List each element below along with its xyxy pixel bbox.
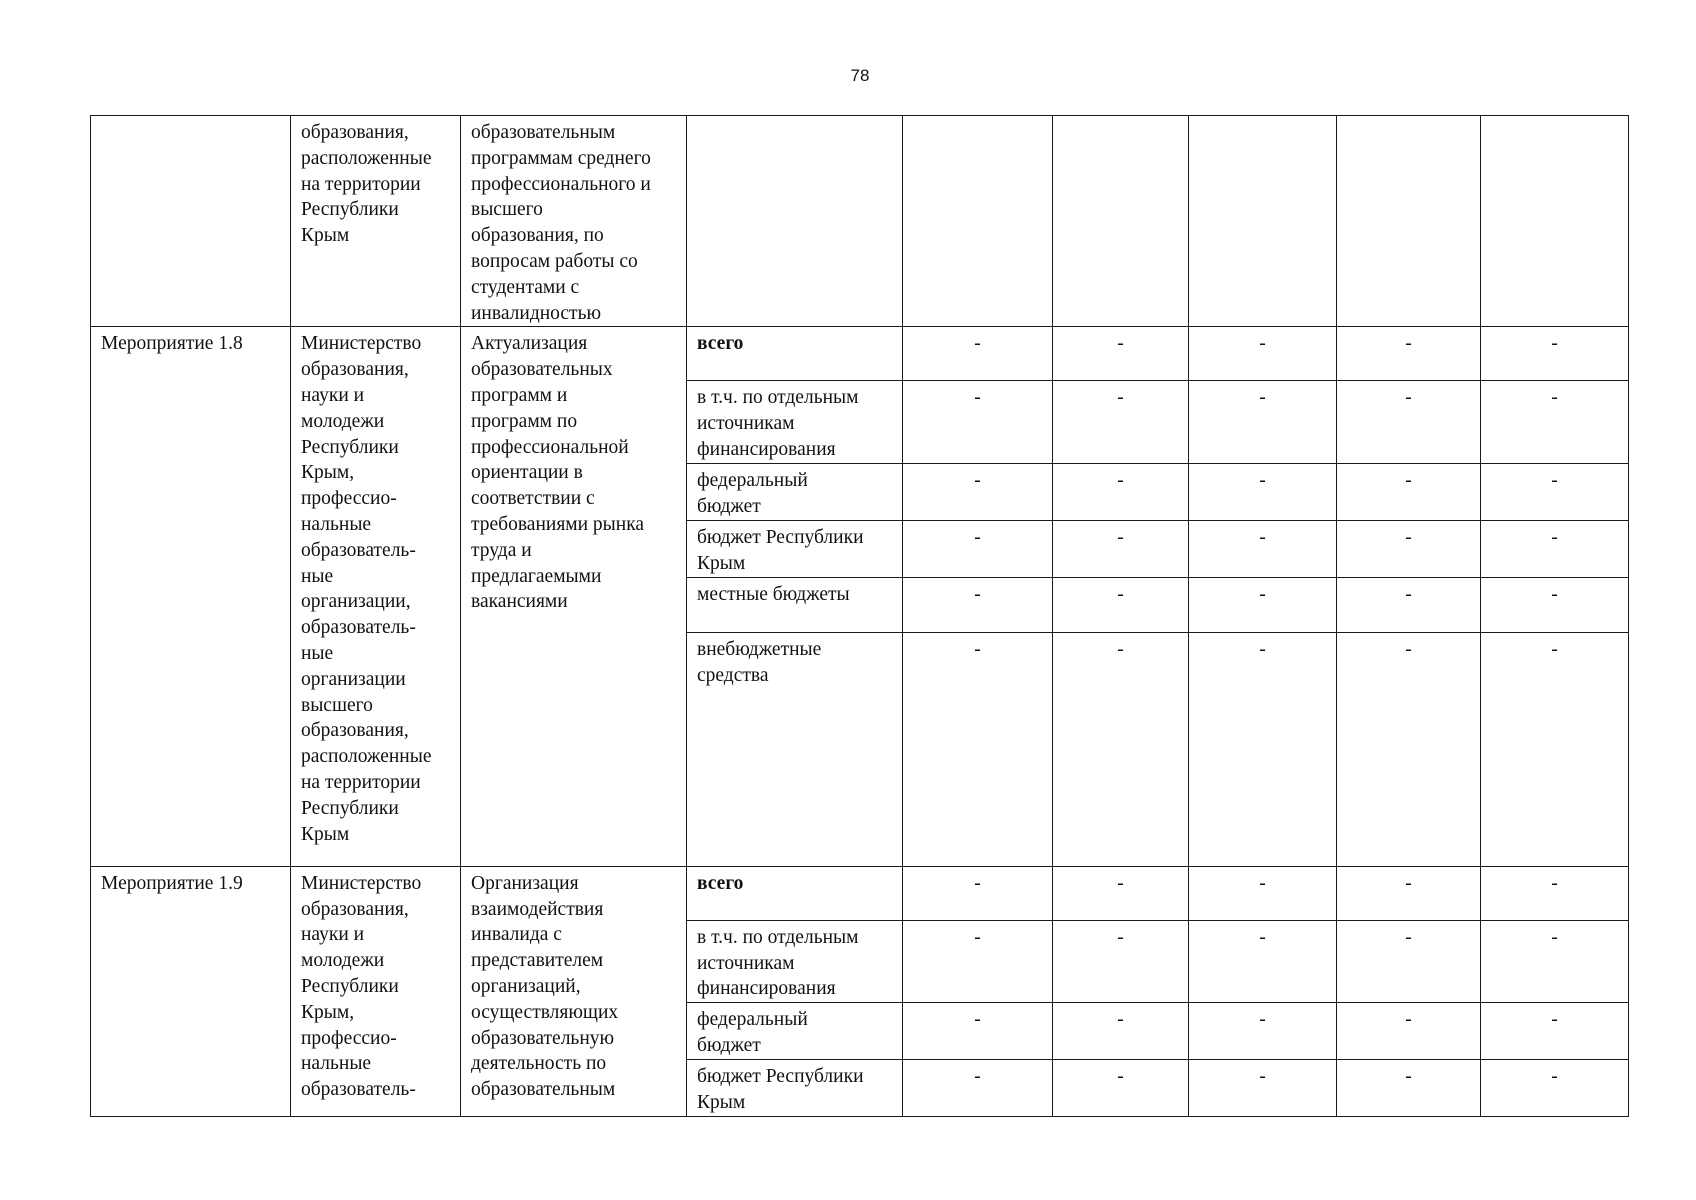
text-line: ориентации в — [471, 462, 583, 484]
value: - — [1259, 638, 1266, 660]
value: - — [974, 333, 981, 355]
source-cell — [687, 463, 903, 520]
value: - — [1405, 1066, 1412, 1088]
value-cell — [1481, 577, 1629, 632]
text-line: образовательную — [471, 1027, 615, 1049]
source-cell — [687, 116, 903, 327]
value: - — [1259, 583, 1266, 605]
value: - — [1259, 872, 1266, 894]
text-line: образования, по — [471, 225, 604, 247]
value-cell — [903, 1060, 1053, 1117]
text-line: местные бюджеты — [697, 583, 850, 605]
table-row — [91, 116, 1629, 327]
executor-cell — [291, 866, 461, 1116]
value-cell — [1481, 463, 1629, 520]
value: - — [1551, 1009, 1558, 1031]
text-line: деятельность по — [471, 1053, 607, 1075]
source-cell — [687, 520, 903, 577]
executor-cell — [291, 116, 461, 327]
value-cell — [1189, 1060, 1337, 1117]
value: - — [1117, 1066, 1124, 1088]
text-line: молодежи — [301, 410, 385, 432]
text-line: программ и — [471, 384, 568, 406]
text-line: финансирования — [697, 438, 836, 460]
text-line: взаимодействия — [471, 898, 604, 920]
value-cell — [1053, 116, 1189, 327]
value-cell — [1337, 463, 1481, 520]
value-cell — [1189, 866, 1337, 920]
text-line: организации, — [301, 591, 411, 613]
text-line: Крым, — [301, 1001, 355, 1023]
value: - — [1405, 872, 1412, 894]
value-cell — [1337, 866, 1481, 920]
value-cell — [1337, 116, 1481, 327]
value: - — [1551, 638, 1558, 660]
value: - — [1259, 333, 1266, 355]
source-cell — [687, 577, 903, 632]
value: - — [1551, 872, 1558, 894]
value-cell — [1337, 920, 1481, 1002]
value: - — [1551, 1066, 1558, 1088]
value-cell — [1337, 632, 1481, 866]
text-line: расположенные — [301, 147, 432, 169]
source-cell — [687, 1060, 903, 1117]
text-line: бюджет Республики — [697, 1066, 864, 1088]
value: - — [1117, 333, 1124, 355]
value-cell — [1189, 327, 1337, 381]
text-line: профессио- — [301, 1027, 397, 1049]
value-cell — [1189, 463, 1337, 520]
value-cell — [1337, 577, 1481, 632]
text-line: в т.ч. по отдельным — [697, 387, 859, 409]
description-cell — [461, 866, 687, 1116]
measure-name-cell — [91, 866, 291, 1116]
table-row — [91, 327, 1629, 381]
value-cell — [1337, 1060, 1481, 1117]
value: - — [1405, 926, 1412, 948]
value: - — [1259, 526, 1266, 548]
value: - — [1117, 638, 1124, 660]
value: - — [1405, 387, 1412, 409]
value: - — [974, 387, 981, 409]
value-cell — [903, 920, 1053, 1002]
value-cell — [1337, 1003, 1481, 1060]
text-line: образовательных — [471, 359, 613, 381]
text-line: молодежи — [301, 950, 385, 972]
value: - — [974, 1009, 981, 1031]
value-cell — [1053, 327, 1189, 381]
measure-name: Мероприятие 1.9 — [101, 872, 243, 894]
value: - — [1117, 469, 1124, 491]
value-cell — [1053, 577, 1189, 632]
text-line: программам среднего — [471, 147, 651, 169]
text-line: на территории — [301, 771, 421, 793]
text-line: образователь- — [301, 1079, 416, 1101]
financing-table — [90, 115, 1629, 1117]
text-line: образовательным — [471, 1079, 616, 1101]
value: - — [974, 469, 981, 491]
measure-name: Мероприятие 1.8 — [101, 333, 243, 355]
measure-name-cell — [91, 327, 291, 866]
value-cell — [1189, 381, 1337, 463]
value: - — [1551, 526, 1558, 548]
source-cell — [687, 632, 903, 866]
value-cell — [903, 116, 1053, 327]
value-cell — [1053, 866, 1189, 920]
text-line: образования, — [301, 122, 409, 143]
source-cell — [687, 381, 903, 463]
value: - — [1405, 638, 1412, 660]
text-line: Крым — [697, 1091, 746, 1113]
text-line: образовательным — [471, 122, 616, 143]
text-line: средства — [697, 664, 769, 686]
value-cell — [1337, 327, 1481, 381]
value-cell — [903, 381, 1053, 463]
value-cell — [903, 327, 1053, 381]
text-line: образователь- — [301, 539, 416, 561]
value-cell — [903, 520, 1053, 577]
text-line: профессиональной — [471, 436, 629, 458]
value-cell — [1189, 1003, 1337, 1060]
text-line: Крым — [697, 552, 746, 574]
value-cell — [1189, 116, 1337, 327]
text-line: организаций, — [471, 975, 581, 997]
text-line: всего — [697, 333, 744, 355]
executor-cell — [291, 327, 461, 866]
measure-name-cell — [91, 116, 291, 327]
text-line: организации — [301, 668, 406, 690]
text-line: бюджет — [697, 1034, 761, 1056]
text-line: бюджет Республики — [697, 526, 864, 548]
text-line: Республики — [301, 797, 399, 819]
value: - — [974, 872, 981, 894]
value: - — [1117, 583, 1124, 605]
text-line: ные — [301, 565, 334, 587]
value: - — [974, 1066, 981, 1088]
text-line: образования, — [301, 720, 409, 742]
value: - — [1117, 526, 1124, 548]
value: - — [1259, 469, 1266, 491]
source-cell — [687, 866, 903, 920]
text-line: труда и — [471, 539, 532, 561]
text-line: расположенные — [301, 746, 432, 768]
value-cell — [903, 866, 1053, 920]
value-cell — [1189, 577, 1337, 632]
text-line: Республики — [301, 199, 399, 221]
value-cell — [1481, 381, 1629, 463]
text-line: Республики — [301, 975, 399, 997]
text-line: Министерство — [301, 872, 422, 894]
value-cell — [1337, 520, 1481, 577]
text-line: источникам — [697, 952, 795, 974]
text-line: Министерство — [301, 333, 422, 355]
value: - — [1551, 583, 1558, 605]
description-cell — [461, 116, 687, 327]
value: - — [974, 526, 981, 548]
value-cell — [1481, 327, 1629, 381]
value-cell — [1481, 1060, 1629, 1117]
value: - — [1551, 387, 1558, 409]
text-line: образования, — [301, 359, 409, 381]
table-row — [91, 866, 1629, 920]
value-cell — [903, 632, 1053, 866]
value: - — [1405, 333, 1412, 355]
value: - — [1259, 387, 1266, 409]
text-line: на территории — [301, 173, 421, 195]
text-line: науки и — [301, 384, 365, 406]
value: - — [1117, 926, 1124, 948]
text-line: представителем — [471, 950, 604, 972]
text-line: инвалидностью — [471, 302, 602, 324]
value-cell — [1481, 866, 1629, 920]
value: - — [1259, 1066, 1266, 1088]
source-cell — [687, 327, 903, 381]
text-line: предлагаемыми — [471, 565, 602, 587]
value-cell — [1481, 116, 1629, 327]
value: - — [1117, 387, 1124, 409]
value-cell — [903, 1003, 1053, 1060]
text-line: вопросам работы со — [471, 250, 638, 272]
source-cell — [687, 920, 903, 1002]
text-line: бюджет — [697, 495, 761, 517]
text-line: инвалида с — [471, 924, 562, 946]
value: - — [974, 583, 981, 605]
value: - — [974, 638, 981, 660]
text-line: осуществляющих — [471, 1001, 619, 1023]
text-line: студентами с — [471, 276, 580, 298]
page-number: 78 — [850, 66, 870, 85]
source-cell — [687, 1003, 903, 1060]
text-line: Крым, — [301, 462, 355, 484]
text-line: образователь- — [301, 617, 416, 639]
value-cell — [1189, 632, 1337, 866]
value-cell — [1053, 463, 1189, 520]
text-line: профессио- — [301, 488, 397, 510]
text-line: всего — [697, 872, 744, 894]
value: - — [1405, 469, 1412, 491]
text-line: ные — [301, 642, 334, 664]
text-line: нальные — [301, 513, 372, 535]
text-line: федеральный — [697, 469, 808, 491]
text-line: Республики — [301, 436, 399, 458]
value-cell — [1053, 520, 1189, 577]
text-line: нальные — [301, 1053, 372, 1075]
value-cell — [1053, 1060, 1189, 1117]
value-cell — [1481, 920, 1629, 1002]
value-cell — [1053, 920, 1189, 1002]
value-cell — [1053, 1003, 1189, 1060]
text-line: внебюджетные — [697, 638, 822, 660]
value: - — [1551, 333, 1558, 355]
text-line: профессионального и — [471, 173, 651, 195]
value: - — [1405, 1009, 1412, 1031]
value: - — [974, 926, 981, 948]
text-line: высшего — [301, 694, 373, 716]
text-line: программ по — [471, 410, 578, 432]
value: - — [1117, 1009, 1124, 1031]
value-cell — [1053, 632, 1189, 866]
text-line: федеральный — [697, 1009, 808, 1031]
text-line: финансирования — [697, 978, 836, 1000]
value-cell — [903, 463, 1053, 520]
text-line: образования, — [301, 898, 409, 920]
value: - — [1405, 583, 1412, 605]
value: - — [1551, 469, 1558, 491]
text-line: в т.ч. по отдельным — [697, 926, 859, 948]
value-cell — [1189, 520, 1337, 577]
value-cell — [1481, 1003, 1629, 1060]
text-line: Организация — [471, 872, 579, 894]
value-cell — [1481, 632, 1629, 866]
value: - — [1259, 926, 1266, 948]
value: - — [1117, 872, 1124, 894]
value: - — [1405, 526, 1412, 548]
text-line: Крым — [301, 225, 350, 247]
value-cell — [1481, 520, 1629, 577]
text-line: источникам — [697, 413, 795, 435]
value-cell — [1337, 381, 1481, 463]
text-line: вакансиями — [471, 591, 568, 613]
text-line: высшего — [471, 199, 543, 221]
value-cell — [1053, 381, 1189, 463]
value: - — [1259, 1009, 1266, 1031]
value: - — [1551, 926, 1558, 948]
text-line: требованиями рынка — [471, 513, 645, 535]
text-line: науки и — [301, 924, 365, 946]
value-cell — [1189, 920, 1337, 1002]
text-line: Актуализация — [471, 333, 588, 355]
text-line: Крым — [301, 823, 350, 845]
value-cell — [903, 577, 1053, 632]
text-line: соответствии с — [471, 488, 595, 510]
description-cell — [461, 327, 687, 866]
